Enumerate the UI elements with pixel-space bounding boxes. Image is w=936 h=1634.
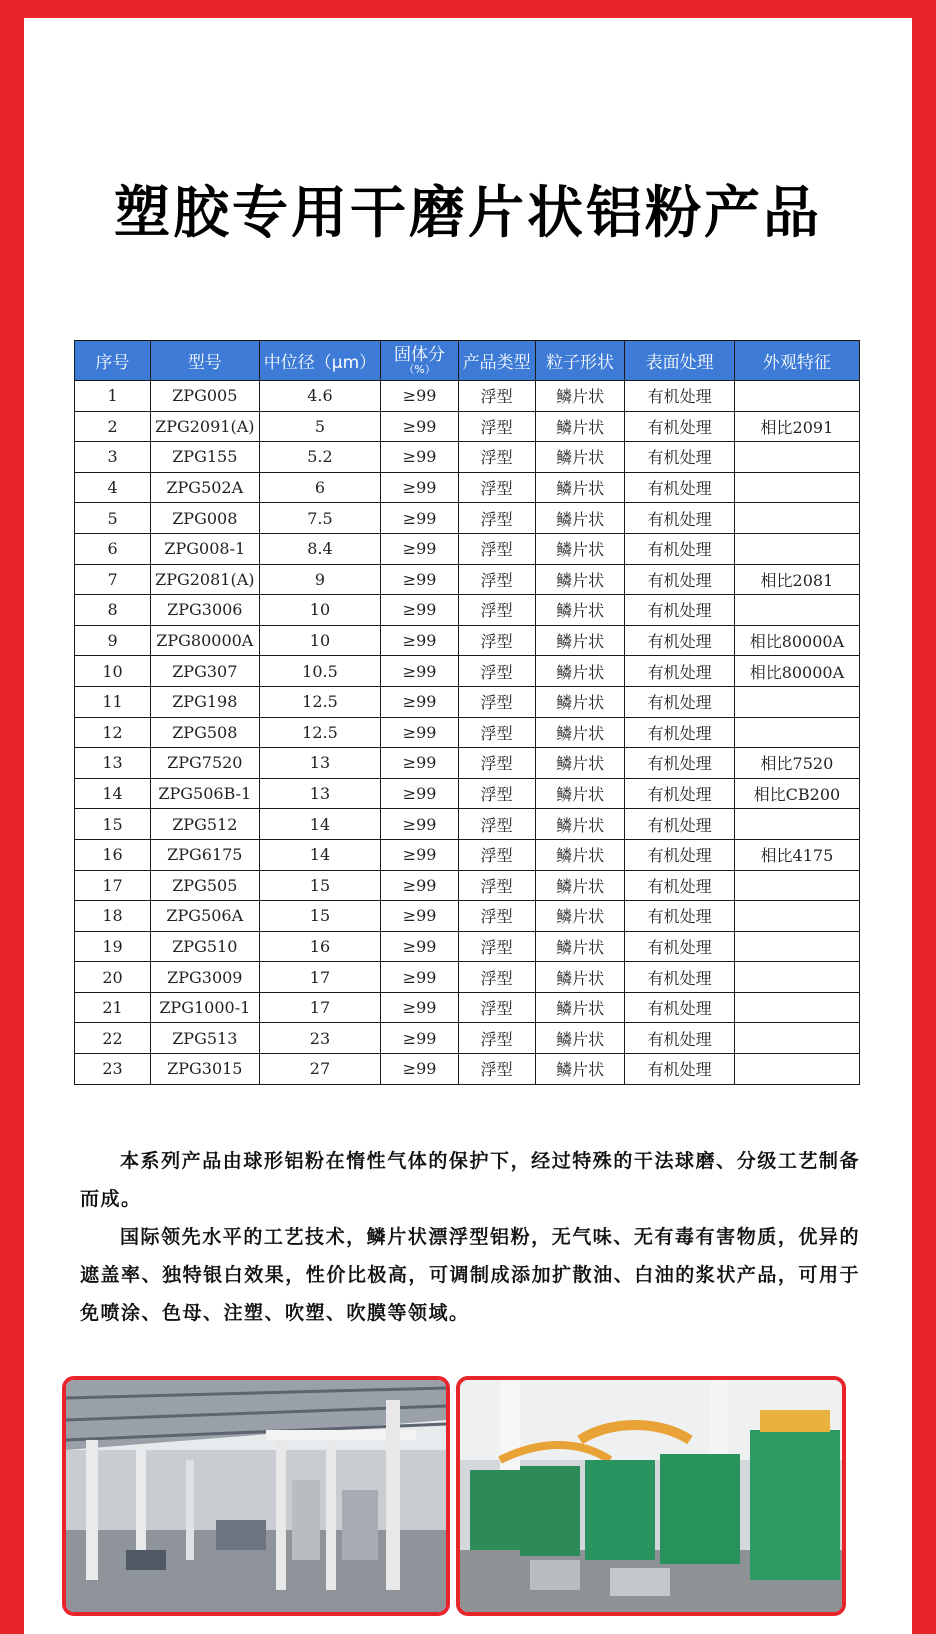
- cell-appearance: [734, 381, 859, 412]
- cell-shape: 鳞片状: [535, 686, 625, 717]
- header-d50: 中位径（μm）: [259, 341, 381, 381]
- cell-appearance: [734, 962, 859, 993]
- cell-type: 浮型: [458, 931, 535, 962]
- cell-no: 6: [75, 533, 151, 564]
- cell-type: 浮型: [458, 442, 535, 473]
- cell-no: 18: [75, 901, 151, 932]
- cell-appearance: [734, 533, 859, 564]
- table-row: [75, 839, 860, 870]
- cell-appearance: [734, 717, 859, 748]
- cell-d50: 7.5: [259, 503, 381, 534]
- cell-shape: 鳞片状: [535, 962, 625, 993]
- cell-type: 浮型: [458, 1054, 535, 1085]
- cell-type: 浮型: [458, 533, 535, 564]
- cell-no: 20: [75, 962, 151, 993]
- header-shape: 粒子形状: [535, 341, 625, 381]
- cell-no: 9: [75, 625, 151, 656]
- cell-no: 2: [75, 411, 151, 442]
- cell-model: ZPG505: [151, 870, 259, 901]
- cell-surface: 有机处理: [625, 472, 734, 503]
- cell-type: 浮型: [458, 839, 535, 870]
- cell-solid: ≥99: [381, 1054, 458, 1085]
- cell-d50: 12.5: [259, 717, 381, 748]
- cell-solid: ≥99: [381, 564, 458, 595]
- cell-solid: ≥99: [381, 839, 458, 870]
- cell-type: 浮型: [458, 870, 535, 901]
- cell-no: 10: [75, 656, 151, 687]
- cell-solid: ≥99: [381, 656, 458, 687]
- cell-appearance: [734, 992, 859, 1023]
- header-type: 产品类型: [458, 341, 535, 381]
- factory-photo-drying-ovens: [456, 1376, 846, 1616]
- cell-d50: 17: [259, 962, 381, 993]
- cell-d50: 4.6: [259, 381, 381, 412]
- cell-shape: 鳞片状: [535, 472, 625, 503]
- cell-solid: ≥99: [381, 533, 458, 564]
- cell-shape: 鳞片状: [535, 809, 625, 840]
- table-row: [75, 1023, 860, 1054]
- cell-solid: ≥99: [381, 442, 458, 473]
- table-row: [75, 809, 860, 840]
- cell-type: 浮型: [458, 901, 535, 932]
- cell-shape: 鳞片状: [535, 533, 625, 564]
- table-row: [75, 1054, 860, 1085]
- cell-no: 19: [75, 931, 151, 962]
- cell-d50: 17: [259, 992, 381, 1023]
- red-frame-top: [0, 0, 936, 18]
- cell-type: 浮型: [458, 992, 535, 1023]
- cell-solid: ≥99: [381, 901, 458, 932]
- cell-solid: ≥99: [381, 686, 458, 717]
- cell-d50: 10.5: [259, 656, 381, 687]
- cell-appearance: [734, 931, 859, 962]
- table-row: [75, 411, 860, 442]
- cell-no: 17: [75, 870, 151, 901]
- cell-surface: 有机处理: [625, 595, 734, 626]
- cell-no: 13: [75, 748, 151, 779]
- cell-solid: ≥99: [381, 717, 458, 748]
- cell-no: 5: [75, 503, 151, 534]
- table-row: [75, 381, 860, 412]
- cell-surface: 有机处理: [625, 442, 734, 473]
- cell-surface: 有机处理: [625, 962, 734, 993]
- cell-surface: 有机处理: [625, 381, 734, 412]
- cell-appearance: [734, 1023, 859, 1054]
- cell-shape: 鳞片状: [535, 442, 625, 473]
- table-row: [75, 748, 860, 779]
- cell-model: ZPG307: [151, 656, 259, 687]
- cell-appearance: 相比7520: [734, 748, 859, 779]
- cell-d50: 15: [259, 901, 381, 932]
- cell-solid: ≥99: [381, 870, 458, 901]
- cell-appearance: [734, 901, 859, 932]
- cell-d50: 8.4: [259, 533, 381, 564]
- cell-d50: 23: [259, 1023, 381, 1054]
- cell-surface: 有机处理: [625, 625, 734, 656]
- cell-no: 16: [75, 839, 151, 870]
- cell-model: ZPG7520: [151, 748, 259, 779]
- header-no: 序号: [75, 341, 151, 381]
- header-surface: 表面处理: [625, 341, 734, 381]
- cell-no: 4: [75, 472, 151, 503]
- cell-surface: 有机处理: [625, 748, 734, 779]
- cell-solid: ≥99: [381, 931, 458, 962]
- cell-appearance: [734, 1054, 859, 1085]
- cell-type: 浮型: [458, 748, 535, 779]
- header-solid-line1: 固体分: [394, 344, 446, 365]
- cell-appearance: 相比CB200: [734, 778, 859, 809]
- table-row: [75, 901, 860, 932]
- cell-model: ZPG3009: [151, 962, 259, 993]
- cell-model: ZPG502A: [151, 472, 259, 503]
- cell-no: 22: [75, 1023, 151, 1054]
- cell-no: 23: [75, 1054, 151, 1085]
- cell-type: 浮型: [458, 381, 535, 412]
- red-frame-right: [912, 0, 936, 1634]
- cell-shape: 鳞片状: [535, 748, 625, 779]
- cell-surface: 有机处理: [625, 778, 734, 809]
- cell-appearance: [734, 595, 859, 626]
- cell-model: ZPG155: [151, 442, 259, 473]
- table-row: [75, 595, 860, 626]
- cell-type: 浮型: [458, 809, 535, 840]
- table-row: [75, 992, 860, 1023]
- cell-model: ZPG008-1: [151, 533, 259, 564]
- table-row: [75, 564, 860, 595]
- red-frame-left: [0, 0, 24, 1634]
- cell-surface: 有机处理: [625, 533, 734, 564]
- cell-shape: 鳞片状: [535, 1054, 625, 1085]
- cell-no: 7: [75, 564, 151, 595]
- cell-type: 浮型: [458, 564, 535, 595]
- cell-type: 浮型: [458, 503, 535, 534]
- cell-surface: 有机处理: [625, 564, 734, 595]
- cell-no: 14: [75, 778, 151, 809]
- cell-appearance: [734, 442, 859, 473]
- cell-appearance: 相比80000A: [734, 656, 859, 687]
- table-row: [75, 931, 860, 962]
- cell-type: 浮型: [458, 686, 535, 717]
- cell-surface: 有机处理: [625, 1054, 734, 1085]
- cell-model: ZPG506A: [151, 901, 259, 932]
- cell-no: 8: [75, 595, 151, 626]
- cell-d50: 15: [259, 870, 381, 901]
- description-para-1: 本系列产品由球形铝粉在惰性气体的保护下，经过特殊的干法球磨、分级工艺制备而成。: [80, 1150, 860, 1210]
- cell-type: 浮型: [458, 717, 535, 748]
- cell-appearance: [734, 472, 859, 503]
- cell-model: ZPG512: [151, 809, 259, 840]
- cell-type: 浮型: [458, 625, 535, 656]
- cell-model: ZPG3006: [151, 595, 259, 626]
- cell-solid: ≥99: [381, 472, 458, 503]
- cell-d50: 12.5: [259, 686, 381, 717]
- cell-shape: 鳞片状: [535, 564, 625, 595]
- header-solid-line2: （%）: [403, 362, 436, 376]
- cell-shape: 鳞片状: [535, 656, 625, 687]
- cell-model: ZPG2081(A): [151, 564, 259, 595]
- table-row: [75, 870, 860, 901]
- cell-model: ZPG1000-1: [151, 992, 259, 1023]
- table-row: [75, 625, 860, 656]
- cell-model: ZPG508: [151, 717, 259, 748]
- cell-surface: 有机处理: [625, 1023, 734, 1054]
- table-row: [75, 533, 860, 564]
- cell-appearance: 相比2081: [734, 564, 859, 595]
- cell-solid: ≥99: [381, 748, 458, 779]
- cell-type: 浮型: [458, 962, 535, 993]
- product-spec-table: [74, 340, 860, 1085]
- cell-appearance: [734, 686, 859, 717]
- factory-photo-production-line: [62, 1376, 450, 1616]
- description: [80, 1142, 860, 1332]
- table-header-row: [75, 341, 860, 381]
- cell-solid: ≥99: [381, 1023, 458, 1054]
- cell-solid: ≥99: [381, 962, 458, 993]
- cell-appearance: 相比2091: [734, 411, 859, 442]
- cell-shape: 鳞片状: [535, 839, 625, 870]
- cell-solid: ≥99: [381, 595, 458, 626]
- cell-no: 21: [75, 992, 151, 1023]
- table-row: [75, 686, 860, 717]
- cell-model: ZPG513: [151, 1023, 259, 1054]
- table-row: [75, 442, 860, 473]
- cell-surface: 有机处理: [625, 931, 734, 962]
- cell-type: 浮型: [458, 1023, 535, 1054]
- table-row: [75, 656, 860, 687]
- cell-solid: ≥99: [381, 411, 458, 442]
- table-row: [75, 778, 860, 809]
- cell-no: 12: [75, 717, 151, 748]
- cell-solid: ≥99: [381, 809, 458, 840]
- table-body: [75, 381, 860, 1085]
- cell-d50: 14: [259, 809, 381, 840]
- cell-d50: 5: [259, 411, 381, 442]
- cell-d50: 13: [259, 748, 381, 779]
- cell-type: 浮型: [458, 778, 535, 809]
- cell-shape: 鳞片状: [535, 870, 625, 901]
- header-appearance: 外观特征: [734, 341, 859, 381]
- cell-shape: 鳞片状: [535, 717, 625, 748]
- table-row: [75, 962, 860, 993]
- cell-shape: 鳞片状: [535, 625, 625, 656]
- cell-no: 11: [75, 686, 151, 717]
- cell-shape: 鳞片状: [535, 778, 625, 809]
- cell-model: ZPG510: [151, 931, 259, 962]
- cell-surface: 有机处理: [625, 992, 734, 1023]
- description-para-2: 国际领先水平的工艺技术，鳞片状漂浮型铝粉，无气味、无有毒有害物质，优异的遮盖率、独特银白效果，性价比极高，可调制成添加扩散油、白油的浆状产品，可用于免喷涂、色母、注塑、吹塑、吹膜等领域。: [80, 1226, 860, 1324]
- cell-surface: 有机处理: [625, 656, 734, 687]
- cell-solid: ≥99: [381, 503, 458, 534]
- cell-type: 浮型: [458, 656, 535, 687]
- cell-appearance: 相比80000A: [734, 625, 859, 656]
- cell-surface: 有机处理: [625, 839, 734, 870]
- cell-no: 1: [75, 381, 151, 412]
- cell-model: ZPG506B-1: [151, 778, 259, 809]
- cell-model: ZPG198: [151, 686, 259, 717]
- cell-d50: 10: [259, 595, 381, 626]
- cell-solid: ≥99: [381, 625, 458, 656]
- cell-model: ZPG6175: [151, 839, 259, 870]
- cell-shape: 鳞片状: [535, 381, 625, 412]
- cell-appearance: [734, 503, 859, 534]
- cell-d50: 16: [259, 931, 381, 962]
- cell-no: 3: [75, 442, 151, 473]
- cell-model: ZPG2091(A): [151, 411, 259, 442]
- cell-d50: 5.2: [259, 442, 381, 473]
- cell-shape: 鳞片状: [535, 503, 625, 534]
- cell-shape: 鳞片状: [535, 595, 625, 626]
- page-title: 塑胶专用干磨片状铝粉产品: [114, 181, 822, 246]
- cell-type: 浮型: [458, 472, 535, 503]
- cell-appearance: [734, 809, 859, 840]
- cell-d50: 9: [259, 564, 381, 595]
- cell-d50: 10: [259, 625, 381, 656]
- cell-shape: 鳞片状: [535, 901, 625, 932]
- table-row: [75, 717, 860, 748]
- header-model: 型号: [151, 341, 259, 381]
- cell-appearance: 相比4175: [734, 839, 859, 870]
- cell-shape: 鳞片状: [535, 992, 625, 1023]
- cell-appearance: [734, 870, 859, 901]
- cell-d50: 27: [259, 1054, 381, 1085]
- cell-surface: 有机处理: [625, 411, 734, 442]
- cell-model: ZPG005: [151, 381, 259, 412]
- cell-shape: 鳞片状: [535, 411, 625, 442]
- cell-surface: 有机处理: [625, 686, 734, 717]
- cell-solid: ≥99: [381, 381, 458, 412]
- header-solid: [381, 341, 458, 381]
- cell-d50: 14: [259, 839, 381, 870]
- cell-type: 浮型: [458, 595, 535, 626]
- cell-surface: 有机处理: [625, 901, 734, 932]
- cell-type: 浮型: [458, 411, 535, 442]
- cell-surface: 有机处理: [625, 809, 734, 840]
- cell-no: 15: [75, 809, 151, 840]
- table-row: [75, 472, 860, 503]
- cell-surface: 有机处理: [625, 503, 734, 534]
- cell-d50: 6: [259, 472, 381, 503]
- cell-d50: 13: [259, 778, 381, 809]
- cell-solid: ≥99: [381, 778, 458, 809]
- cell-surface: 有机处理: [625, 870, 734, 901]
- cell-shape: 鳞片状: [535, 931, 625, 962]
- cell-model: ZPG008: [151, 503, 259, 534]
- table-row: [75, 503, 860, 534]
- cell-solid: ≥99: [381, 992, 458, 1023]
- cell-model: ZPG80000A: [151, 625, 259, 656]
- cell-surface: 有机处理: [625, 717, 734, 748]
- cell-model: ZPG3015: [151, 1054, 259, 1085]
- cell-shape: 鳞片状: [535, 1023, 625, 1054]
